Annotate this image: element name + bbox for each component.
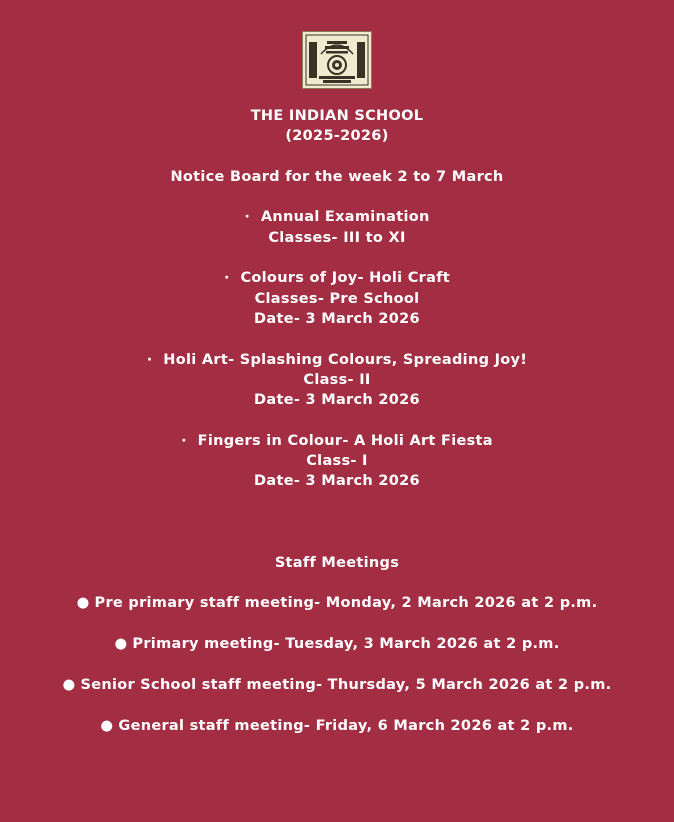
event-detail: Class- II [303,371,371,388]
school-crest-icon [302,31,372,89]
meeting-text: Primary meeting- Tuesday, 3 March 2026 at 2 p.m. [132,635,560,652]
event-title: · Holi Art- Splashing Colours, Spreading Joy! [0,350,674,370]
spacer [0,512,674,553]
meeting-text: General staff meeting- Friday, 6 March 2026 at 2 p.m. [118,717,574,734]
event-detail: Date- 3 March 2026 [254,473,420,490]
session-years: (2025-2026) [285,128,389,145]
list-item [0,593,674,613]
list-item [0,634,674,654]
event-item [0,431,674,492]
event-detail: Date- 3 March 2026 [254,392,420,409]
notice-title: Notice Board for the week 2 to 7 March [170,168,504,185]
event-title: · Colours of Joy- Holi Craft [0,268,674,288]
event-detail: Date- 3 March 2026 [254,310,420,327]
staff-meetings-heading: Staff Meetings [274,554,400,571]
bullet-icon: ● [114,635,128,652]
bullet-icon: ● [62,676,76,693]
event-item [0,268,674,329]
list-item [0,716,674,736]
list-item [0,675,674,695]
staff-meetings-list [0,593,674,736]
school-name: THE INDIAN SCHOOL [250,108,424,124]
header-block [0,106,674,147]
notice-title-block [0,167,674,187]
event-title: · Annual Examination [0,207,674,227]
event-item [0,207,674,248]
bullet-icon: ● [76,595,90,612]
event-detail: Classes- III to XI [268,229,406,246]
meeting-text: Pre primary staff meeting- Monday, 2 March 2026 at 2 p.m. [94,595,598,612]
event-detail: Class- I [306,453,368,470]
event-item [0,350,674,411]
staff-heading-block [0,553,674,573]
notice-content [0,106,674,736]
event-detail: Classes- Pre School [254,290,420,307]
event-title: · Fingers in Colour- A Holi Art Fiesta [0,431,674,451]
bullet-icon: ● [100,717,114,734]
meeting-text: Senior School staff meeting- Thursday, 5 March 2026 at 2 p.m. [80,676,612,693]
